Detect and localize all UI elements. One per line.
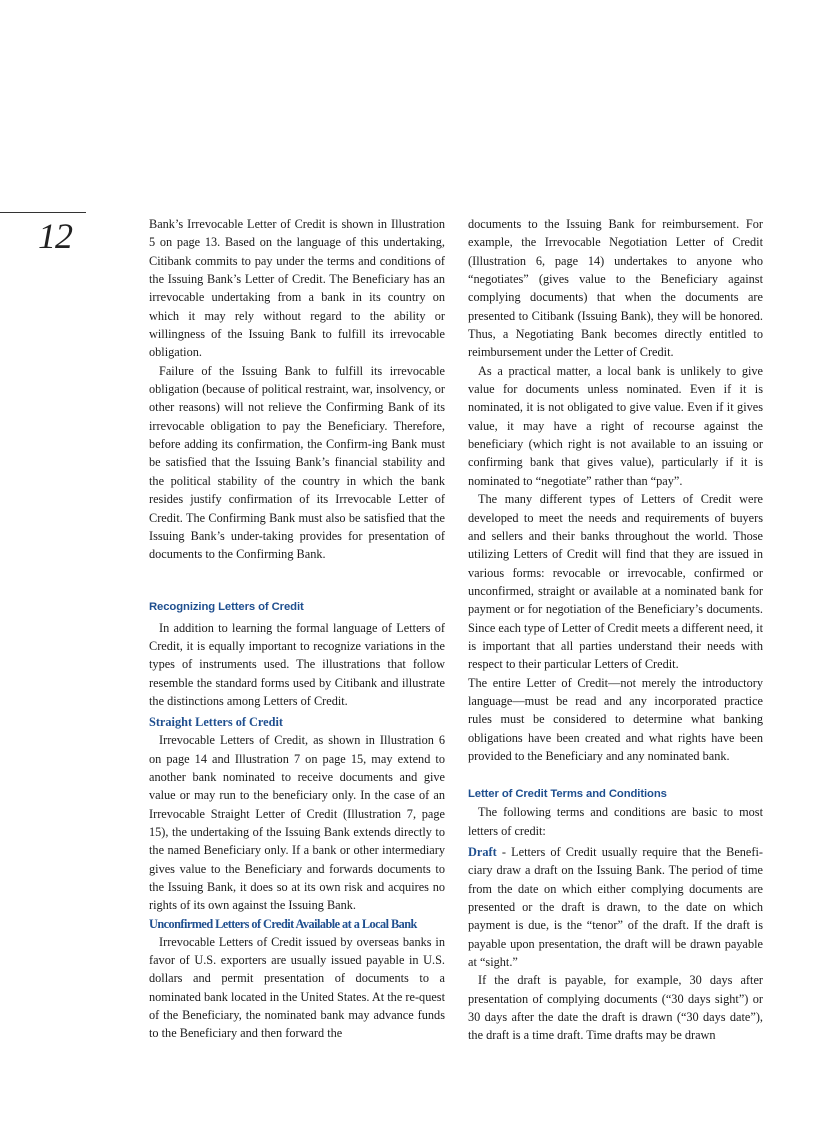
section-heading-terms: Letter of Credit Terms and Conditions — [468, 788, 667, 801]
body-paragraph: Irrevocable Letters of Credit issued by overseas banks in favor of U.S. exporters are usually issued payable in U.S. dollars and permit presentation of documents to a nominated bank located in the United States. At the re-quest of the Beneficiary, the nominated bank may advance funds to the Beneficiary and then forward the — [149, 934, 445, 1041]
section-heading-recognizing: Recognizing Letters of Credit — [149, 600, 304, 613]
body-paragraph: As a practical matter, a local bank is unlikely to give value for documents unless nominated. Even if it is nominated, it is not obligated to give value. Even if it gives value, it may have a right of recourse against the beneficiary (which right is not available to an issuing or confirming bank that gives value), particularly if it is nominated to “negotiate” rather than “pay”. — [468, 363, 763, 488]
draft-definition: - Letters of Credit usually require that the Benefi-ciary draw a draft on the Issuing Bank. The period of time from the date on which either complying documents are presented or the draft is drawn, to the date on which payment is due, is the “tenor” of the draft. If the draft is payable upon presentation, the draft will be drawn payable at “sight.” — [468, 845, 763, 970]
subheading-straight: Straight Letters of Credit — [149, 715, 283, 730]
body-paragraph: Failure of the Issuing Bank to fulfill its irrevocable obligation (because of political restraint, war, insolvency, or other reasons) will not relieve the Confirming Bank of its irrevocable obligation to pay the Beneficiary. Therefore, before adding its confirmation, the Confirm-ing Bank must be satisfied that the Issuing Bank’s financial stability and the political stability of the country in which the bank resides justify confirmation of its Irrevocable Letter of Credit. The Confirming Bank must also be satisfied that the Issuing Bank’s under-taking provides for presentation of documents to the Confirming Bank. — [149, 363, 445, 562]
body-paragraph: documents to the Issuing Bank for reimbursement. For example, the Irrevocable Negotiation Letter of Credit (Illustration 6, page 14) undertakes to anyone who “negotiates” (gives value to the Beneficiary against complying documents) that when the documents are presented to Citibank (Issuing Bank), they will be honored. Thus, a Negotiating Bank becomes directly entitled to reimbursement under the Letter of Credit. — [468, 217, 763, 360]
body-paragraph: If the draft is payable, for example, 30 days after presentation of complying documents (“30 days sight”) or 30 days after the date the draft is drawn (“30 days date”), the draft is a time draft. Time drafts may be drawn — [468, 973, 763, 1043]
right-column — [468, 215, 763, 1045]
body-paragraph: The following terms and conditions are basic to most letters of credit: — [468, 805, 763, 838]
subheading-unconfirmed: Unconfirmed Letters of Credit Available at a Local Bank — [149, 916, 417, 931]
draft-term: Draft — [468, 845, 497, 859]
body-paragraph: The entire Letter of Credit—not merely the introductory language—must be read and any incorporated practice rules must be considered to determine what banking obligations have been created and what rights have been provided to the Beneficiary and any nominated bank. — [468, 675, 763, 763]
left-column — [149, 215, 445, 1043]
page-number-rule — [0, 212, 86, 213]
draft-paragraph — [468, 843, 763, 971]
page-number: 12 — [38, 216, 72, 256]
body-paragraph: Irrevocable Letters of Credit, as shown in Illustration 6 on page 14 and Illustration 7 on page 15, may extend to another bank nominated to receive documents and give value or may run to the beneficiary only. In the case of an Irrevocable Straight Letter of Credit (Illustration 7, page 15), the undertaking of the Issuing Bank extends directly to the named Beneficiary only. If a bank or other intermediary gives value to the Beneficiary and forwards documents to the Issuing Bank, it does so at its own risk and acquires no rights of its own against the Issuing Bank. — [149, 733, 445, 913]
body-paragraph: In addition to learning the formal language of Letters of Credit, it is equally important to recognize variations in the types of instruments used. The illustrations that follow resemble the standard forms used by Citibank and illustrate the distinctions among Letters of Credit. — [149, 620, 445, 708]
body-paragraph: Bank’s Irrevocable Letter of Credit is shown in Illustration 5 on page 13. Based on the language of this undertaking, Citibank commits to pay under the terms and conditions of the Issuing Bank’s Letter of Credit. The Beneficiary has an irrevocable undertaking from a bank in its country on which it may rely without regard to the ability or willingness of the Issuing Bank to fulfill its irrevocable obligation. — [149, 217, 445, 360]
body-paragraph: The many different types of Letters of Credit were developed to meet the needs and requirements of buyers and sellers and their banks throughout the world. Those utilizing Letters of Credit will find that they are issued in various forms: revocable or irrevocable, confirmed or unconfirmed, straight or available at a nominated bank for payment or for negotiation of the Beneficiary’s documents. Since each type of Letter of Credit meets a different need, it is important that all parties understand their needs with respect to their particular Letters of Credit. — [468, 492, 763, 672]
